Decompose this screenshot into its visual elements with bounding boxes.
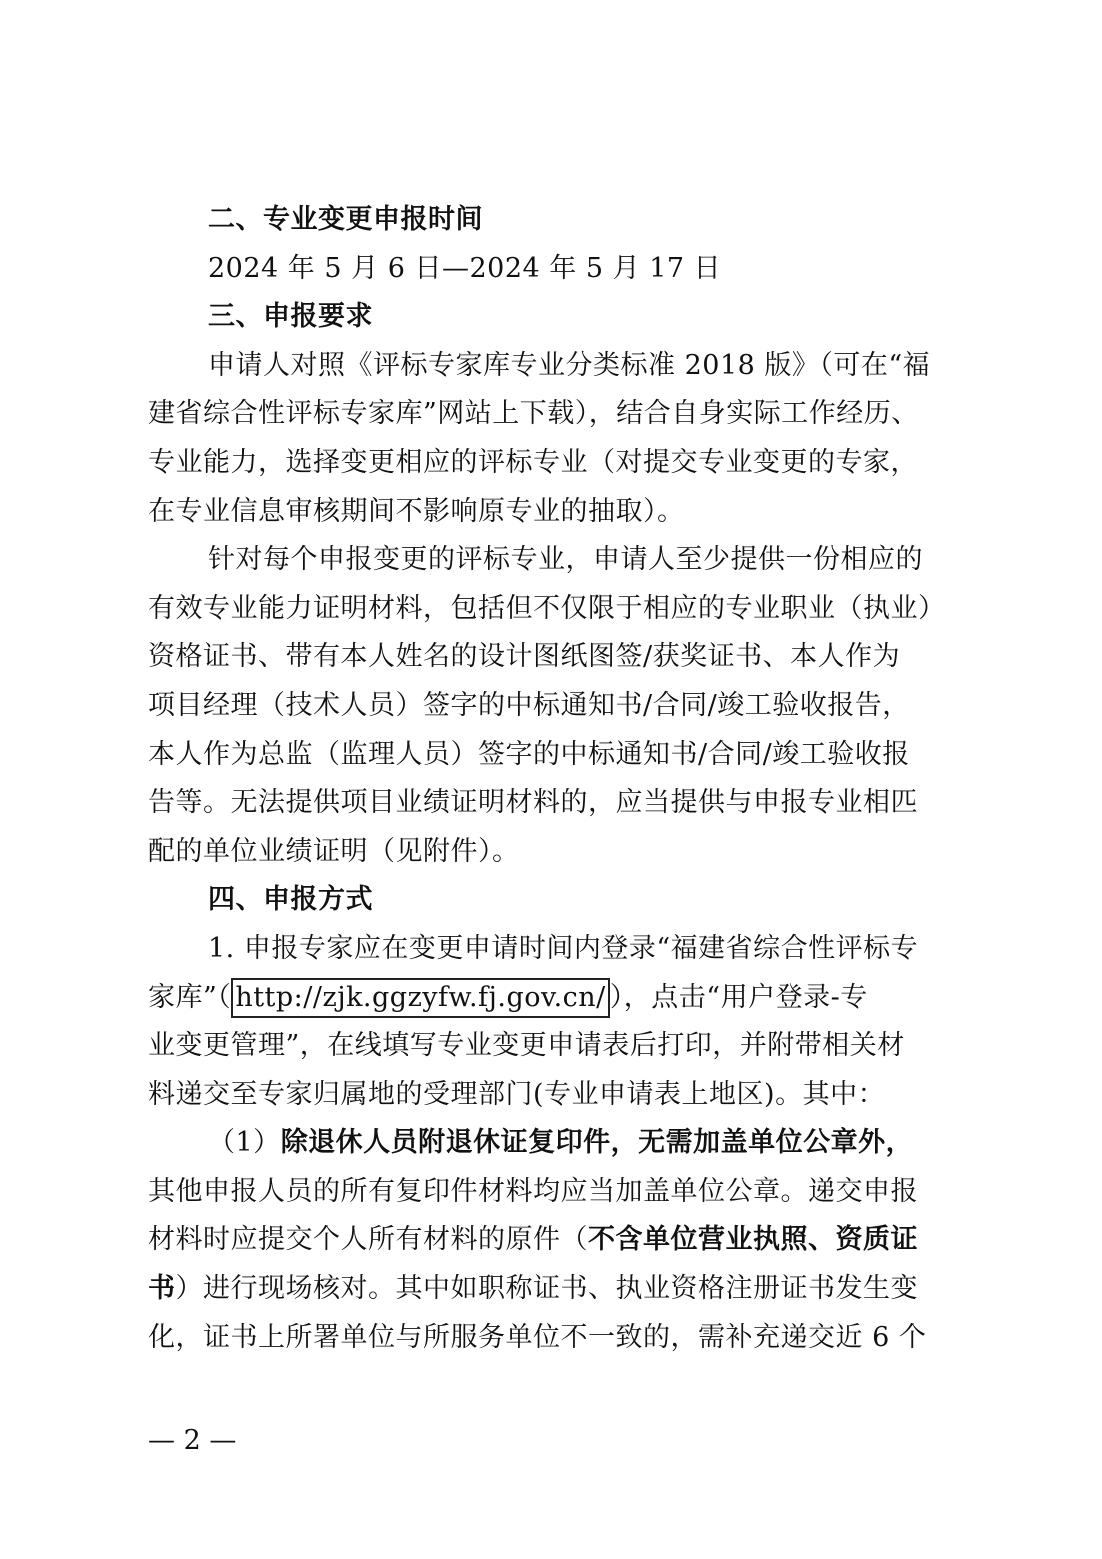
page-number: — 2 — xyxy=(148,1425,237,1456)
sub1-line4-suffix: ）进行现场核对。其中如职称证书、执业资格注册证书发生变 xyxy=(175,1273,918,1305)
section3-para2-line: 有效专业能力证明材料，包括但不仅限于相应的专业职业（执业） xyxy=(148,592,946,624)
section4-item1-line: 业变更管理”，在线填写专业变更申请表后打印，并附带相关材 xyxy=(148,1030,905,1062)
website-url-link[interactable]: http://zjk.ggzyfw.fj.gov.cn/ xyxy=(231,978,609,1018)
sub1-line3-bold: 不含单位营业执照、资质证 xyxy=(588,1224,918,1256)
section3-heading: 三、申报要求 xyxy=(208,301,373,333)
section4-sub1-line xyxy=(148,1265,966,1314)
sub1-line4-bold: 书 xyxy=(148,1273,176,1305)
section3-para1-line: 专业能力，选择变更相应的评标专业（对提交专业变更的专家， xyxy=(148,446,918,478)
section2-heading: 二、专业变更申报时间 xyxy=(208,204,483,235)
item1-line2-suffix: ），点击“用户登录-专 xyxy=(609,981,868,1013)
section3-para2-line: 本人作为总监（监理人员）签字的中标通知书/合同/竣工验收报 xyxy=(148,738,910,770)
section2-dates: 2024 年 5 月 6 日—2024 年 5 月 17 日 xyxy=(208,252,722,284)
document-body xyxy=(148,196,966,1362)
section4-sub1-line xyxy=(148,1216,966,1265)
section3-para1-line: 申请人对照《评标专家库专业分类标准 2018 版》（可在“福 xyxy=(208,349,931,381)
section3-para2-line: 资格证书、带有本人姓名的设计图纸图签/获奖证书、本人作为 xyxy=(148,641,901,673)
sub1-prefix: （1） xyxy=(208,1127,281,1159)
section4-item1-line xyxy=(148,974,966,1023)
section4-heading: 四、申报方式 xyxy=(208,884,373,916)
sub1-bold-text: 除退休人员附退休证复印件，无需加盖单位公章外， xyxy=(280,1127,914,1159)
section4-sub1-line: 化，证书上所署单位与所服务单位不一致的，需补充递交近 6 个 xyxy=(148,1321,927,1353)
section4-sub1-line: 其他申报人员的所有复印件材料均应当加盖单位公章。递交申报 xyxy=(148,1175,918,1207)
section4-item1-line: 料递交至专家归属地的受理部门(专业申请表上地区)。其中： xyxy=(148,1078,886,1110)
section3-para1-line: 在专业信息审核期间不影响原专业的抽取）。 xyxy=(148,495,685,527)
section3-para1-line: 建省综合性评标专家库”网站上下载），结合自身实际工作经历、 xyxy=(148,398,919,430)
item1-line2-prefix: 家库”（ xyxy=(148,981,232,1013)
sub1-line3-prefix: 材料时应提交个人所有材料的原件（ xyxy=(148,1224,588,1256)
section3-para2-line: 针对每个申报变更的评标专业，申请人至少提供一份相应的 xyxy=(208,544,923,576)
section4-item1-line: 1. 申报专家应在变更申请时间内登录“福建省综合性评标专 xyxy=(208,932,919,964)
section3-para2-line: 项目经理（技术人员）签字的中标通知书/合同/竣工验收报告， xyxy=(148,689,910,721)
section4-sub1-line xyxy=(148,1119,966,1168)
section3-para2-line: 配的单位业绩证明（见附件）。 xyxy=(148,835,520,867)
section3-para2-line: 告等。无法提供项目业绩证明材料的，应当提供与申报专业相匹 xyxy=(148,787,918,819)
